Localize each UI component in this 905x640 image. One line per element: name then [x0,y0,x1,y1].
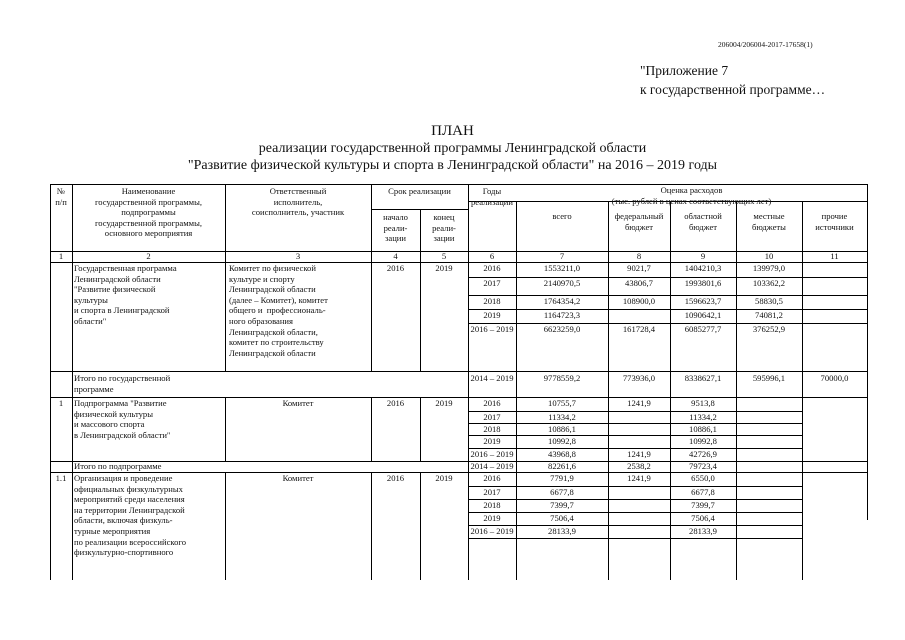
table-rule-vertical [867,184,868,397]
column-number: 8 [636,251,642,261]
table-rule-vertical [72,184,73,580]
cell-year: 2014 – 2019 [470,373,514,383]
subprogram-num: 1 [58,398,64,408]
cell-total: 1164723,3 [543,310,581,320]
appendix-line-2: к государственной программе… [640,82,826,97]
document-id: 206004/206004-2017-17658(1) [718,40,813,49]
program-responsible: Комитет по физической культуре и спорту Ленинградской области (далее – Комитет), комитет общего и профессиональ- ного образования Ленинградской области, комитет по строительству Ленинградской области [229,263,328,358]
cell-year: 2016 [483,263,501,273]
cell-year: 2019 [483,513,501,523]
appendix-note [640,61,825,99]
column-number: 9 [700,251,706,261]
cell-year: 2019 [483,436,501,446]
table-rule-vertical [420,472,421,580]
column-number: 3 [295,251,301,261]
header-responsible: Ответственный исполнитель, соисполнитель, участник [251,186,345,218]
header-total: всего [552,211,572,221]
subprogram-total-label: Итого по подпрограмме [74,461,162,471]
cell-reg: 1090642,1 [684,310,722,320]
cell-reg: 79723,4 [689,461,717,471]
cell-fed: 9021,7 [627,263,651,273]
table-rule-vertical [50,184,51,580]
cell-year: 2018 [483,500,501,510]
cell-fed: 1241,9 [627,449,651,459]
cell-year: 2014 – 2019 [470,461,514,471]
table-rule-vertical [867,397,868,520]
cell-total: 7399,7 [550,500,574,510]
program-total-label: Итого по государственной программе [74,373,171,394]
cell-total: 6623259,0 [543,324,581,334]
column-number: 5 [441,251,447,261]
cell-fed: 1241,9 [627,473,651,483]
plan-subtitle: реализации государственной программы Ленинградской области [258,141,647,156]
subprogram-responsible: Комитет [282,398,314,408]
cell-loc: 595996,1 [752,373,786,383]
activity-name: Организация и проведение официальных физкультурных мероприятий среди населения на территории Ленинградской области, включая физкуль- турные мероприятия по реализации всероссийского физкультурно-спортивного [74,473,187,558]
table-rule-horizontal [50,371,868,372]
cell-loc: 58830,5 [755,296,783,306]
column-number: 10 [764,251,774,261]
cell-reg: 42726,9 [689,449,717,459]
cell-loc: 74081,2 [755,310,783,320]
activity-end: 2019 [435,473,453,483]
cell-reg: 11334,2 [689,412,717,422]
cell-total: 10992,8 [548,436,576,446]
cell-reg: 10886,1 [689,424,717,434]
column-number: 11 [830,251,839,261]
cell-year: 2017 [483,412,501,422]
cell-total: 43968,8 [548,449,576,459]
program-name: Государственная программа Ленинградской области "Развитие физической культуры и спорта в Ленинградской области" [74,263,177,326]
cell-total: 10755,7 [548,398,576,408]
cell-total: 28133,9 [548,526,576,536]
cell-loc: 376252,9 [752,324,786,334]
header-period: Срок реализации [388,186,451,196]
header-start: начало реали- зации [383,212,408,244]
cell-total: 2140970,5 [543,278,581,288]
cell-oth: 70000,0 [820,373,849,383]
cell-year: 2017 [483,278,501,288]
header-regional: областной бюджет [684,211,722,232]
cell-fed: 1241,9 [627,398,651,408]
cell-total: 7791,9 [550,473,574,483]
plan-program-name: "Развитие физической культуры и спорта в Ленинградской области" на 2016 – 2019 годы [187,158,718,173]
cell-total: 6677,8 [550,487,574,497]
cell-fed: 43806,7 [625,278,653,288]
table-rule-vertical [225,472,226,580]
cell-total: 9778559,2 [543,373,581,383]
cell-fed: 2538,2 [627,461,651,471]
column-number: 4 [393,251,398,261]
header-other: прочие источники [815,211,854,232]
cell-loc: 139979,0 [752,263,786,273]
cell-loc: 103362,2 [752,278,786,288]
cell-year: 2016 – 2019 [470,324,514,334]
cell-reg: 7506,4 [691,513,715,523]
cell-reg: 6085277,7 [684,324,722,334]
cell-reg: 1404210,3 [684,263,722,273]
header-end: конец реали- зации [432,212,456,244]
cell-year: 2019 [483,310,501,320]
cell-total: 1764354,2 [543,296,581,306]
cell-year: 2016 [483,398,501,408]
column-number: 7 [559,251,565,261]
plan-title: ПЛАН [431,123,474,139]
column-number: 6 [489,251,495,261]
cell-reg: 10992,8 [689,436,717,446]
cell-fed: 161728,4 [622,324,656,334]
cell-total: 1553211,0 [543,263,581,273]
activity-num: 1.1 [55,473,67,483]
cell-reg: 1596623,7 [684,296,722,306]
cell-reg: 1993801,6 [684,278,722,288]
cell-total: 11334,2 [548,412,576,422]
header-years: Годы реализации [471,186,513,207]
header-name: Наименование государственной программы, подпрограммы государственной программы, основного мероприятия [94,186,203,239]
cell-reg: 6550,0 [691,473,715,483]
subprogram-start: 2016 [386,398,405,408]
subprogram-end: 2019 [435,398,453,408]
header-federal: федеральный бюджет [614,211,664,232]
program-end: 2019 [435,263,453,273]
header-num: № п/п [55,186,67,207]
cell-total: 7506,4 [550,513,574,523]
column-number: 2 [146,251,151,261]
cell-fed: 773936,0 [622,373,656,383]
header-local: местные бюджеты [752,211,786,232]
cell-reg: 9513,8 [691,398,715,408]
cell-reg: 8338627,1 [684,373,722,383]
cell-fed: 108900,0 [622,296,656,306]
header-estimate: Оценка расходов (тыс. рублей в ценах соответствующих лет) [611,185,772,206]
table-rule-horizontal [468,538,803,539]
table-rule-vertical [371,472,372,580]
plan-table [50,184,875,580]
cell-total: 82261,6 [548,461,576,471]
cell-reg: 7399,7 [691,500,715,510]
cell-year: 2016 – 2019 [470,449,514,459]
cell-year: 2016 – 2019 [470,526,514,536]
subprogram-name: Подпрограмма "Развитие физической культуры и массового спорта в Ленинградской области" [74,398,171,440]
cell-reg: 6677,8 [691,487,715,497]
cell-year: 2018 [483,296,501,306]
activity-responsible: Комитет [282,473,314,483]
cell-reg: 28133,9 [689,526,717,536]
cell-total: 10886,1 [548,424,576,434]
activity-start: 2016 [386,473,405,483]
cell-year: 2017 [483,487,501,497]
column-number: 1 [58,251,64,261]
appendix-line-1: "Приложение 7 [640,63,729,78]
cell-year: 2018 [483,424,501,434]
program-start: 2016 [386,263,405,273]
cell-year: 2016 [483,473,501,483]
